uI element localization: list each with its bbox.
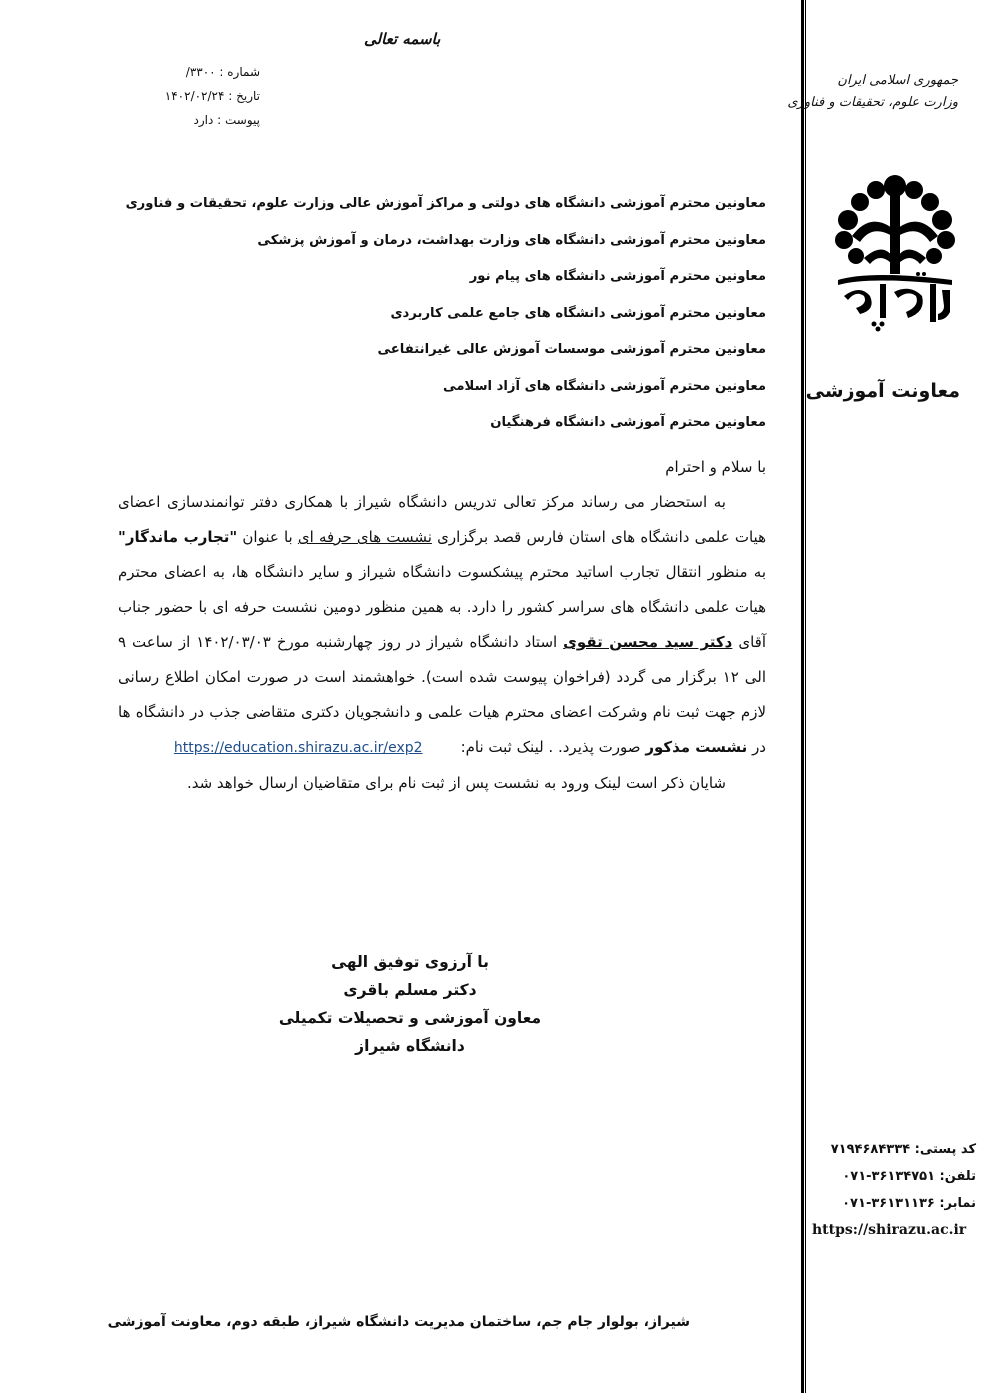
letter-attachment: پیوست : دارد: [193, 113, 260, 127]
recipient-line: معاونین محترم آموزشی دانشگاه های دولتی و مراکز آموزش عالی وزارت علوم، تحقیقات و فناوری: [125, 196, 766, 211]
registration-link[interactable]: https://education.shirazu.ac.ir/exp2: [173, 740, 423, 756]
text-run: به منظور انتقال تجارب اساتید محترم پیشکسوت دانشگاه شیراز و سایر دانشگاه ها، به اعضای محترم هیات علمی دانشگاه های سراسر کشور را دارد. به همین منظور دومین نشست حرفه ای با حضور جناب آقای: [118, 563, 766, 651]
recipient-line: معاونین محترم آموزشی موسسات آموزش عالی غیرانتفاعی: [377, 342, 766, 357]
main-paragraph: [118, 485, 766, 766]
closing-paragraph: شایان ذکر است لینک ورود به نشست پس از ثبت نام برای متقاضیان ارسال خواهد شد.: [186, 774, 726, 792]
margin-rule-thick: [801, 0, 804, 1393]
website-url: https://shirazu.ac.ir: [812, 1222, 967, 1238]
letter-meta: [165, 60, 260, 132]
svg-text:دانشگاه شیراز: دانشگاه شیراز: [823, 172, 830, 173]
recipient-line: معاونین محترم آموزشی دانشگاه های وزارت بهداشت، درمان و آموزش پزشکی: [257, 232, 766, 248]
recipient-line: معاونین محترم آموزشی دانشگاه های آزاد اسلامی: [443, 378, 766, 394]
letterhead-sidebar: [787, 0, 986, 1393]
footer-address: شیراز، بولوار جام جم، ساختمان مدیریت دانشگاه شیراز، طبقه دوم، معاونت آموزشی: [107, 1314, 690, 1330]
text-run: استاد دانشگاه شیراز در روز چهارشنبه مورخ ۱۴۰۲/۰۳/۰۳ از ساعت ۹ الی ۱۲ برگزار می گردد (فراخوان پیوست شده است). خواهشمند است در صورت امکان اطلاع رسانی لازم جهت ثبت نام وشرکت اعضای محترم هیات علمی و دانشجویان دکتری متقاضی جذب در دانشگاه ها در: [118, 633, 766, 756]
contact-block: [806, 1136, 976, 1244]
recipient-line: معاونین محترم آموزشی دانشگاه فرهنگیان: [490, 415, 766, 430]
signatory-title: معاون آموزشی و تحصیلات تکمیلی: [278, 1009, 542, 1027]
greeting: با سلام و احترام: [665, 458, 766, 476]
underlined-phrase: نشست های حرفه ای: [297, 528, 432, 546]
letter-number: شماره : ۳۳۰۰/: [185, 65, 260, 79]
recipients-list: [126, 186, 766, 442]
postal-code: کد پستی: ۷۱۹۴۶۸۴۳۳۴: [830, 1142, 976, 1157]
event-reference: نشست مذکور: [645, 738, 748, 756]
recipient-line: معاونین محترم آموزشی دانشگاه های جامع علمی کاربردی: [390, 305, 766, 321]
phone-number: تلفن: ۳۶۱۳۴۷۵۱-۰۷۱: [842, 1169, 976, 1184]
letter-date: تاریخ : ۱۴۰۲/۰۲/۲۴: [164, 89, 260, 103]
text-run: صورت پذیرد. . لینک ثبت نام:: [460, 738, 646, 756]
department-title: معاونت آموزشی: [805, 380, 960, 402]
fax-number: نمابر: ۳۶۱۳۱۱۳۶-۰۷۱: [842, 1196, 976, 1211]
text-run: به استحضار می رساند مرکز تعالی تدریس دانشگاه شیراز با همکاری دفتر توانمندسازی اعضای هیات علمی دانشگاه های استان فارس قصد برگزاری: [118, 493, 766, 546]
letter-body: [118, 450, 766, 801]
signatory-name: دکتر مسلم باقری: [343, 981, 477, 999]
speaker-name: دکتر سید محسن تقوی: [563, 633, 733, 651]
basmala: باسمه تعالی: [364, 30, 441, 48]
ministry-line1: جمهوری اسلامی ایران: [837, 73, 958, 88]
ministry-heading: [787, 70, 958, 114]
text-run: با عنوان: [237, 528, 298, 546]
event-title: "تجارب ماندگار": [118, 528, 238, 546]
signature-wish: با آرزوی توفیق الهی: [331, 953, 489, 971]
shiraz-university-logo: [823, 172, 960, 332]
signatory-org: دانشگاه شیراز: [355, 1037, 465, 1055]
ministry-line2: وزارت علوم، تحقیقات و فناوری: [787, 95, 958, 110]
recipient-line: معاونین محترم آموزشی دانشگاه های پیام نور: [469, 269, 766, 284]
signature-block: [270, 948, 550, 1060]
